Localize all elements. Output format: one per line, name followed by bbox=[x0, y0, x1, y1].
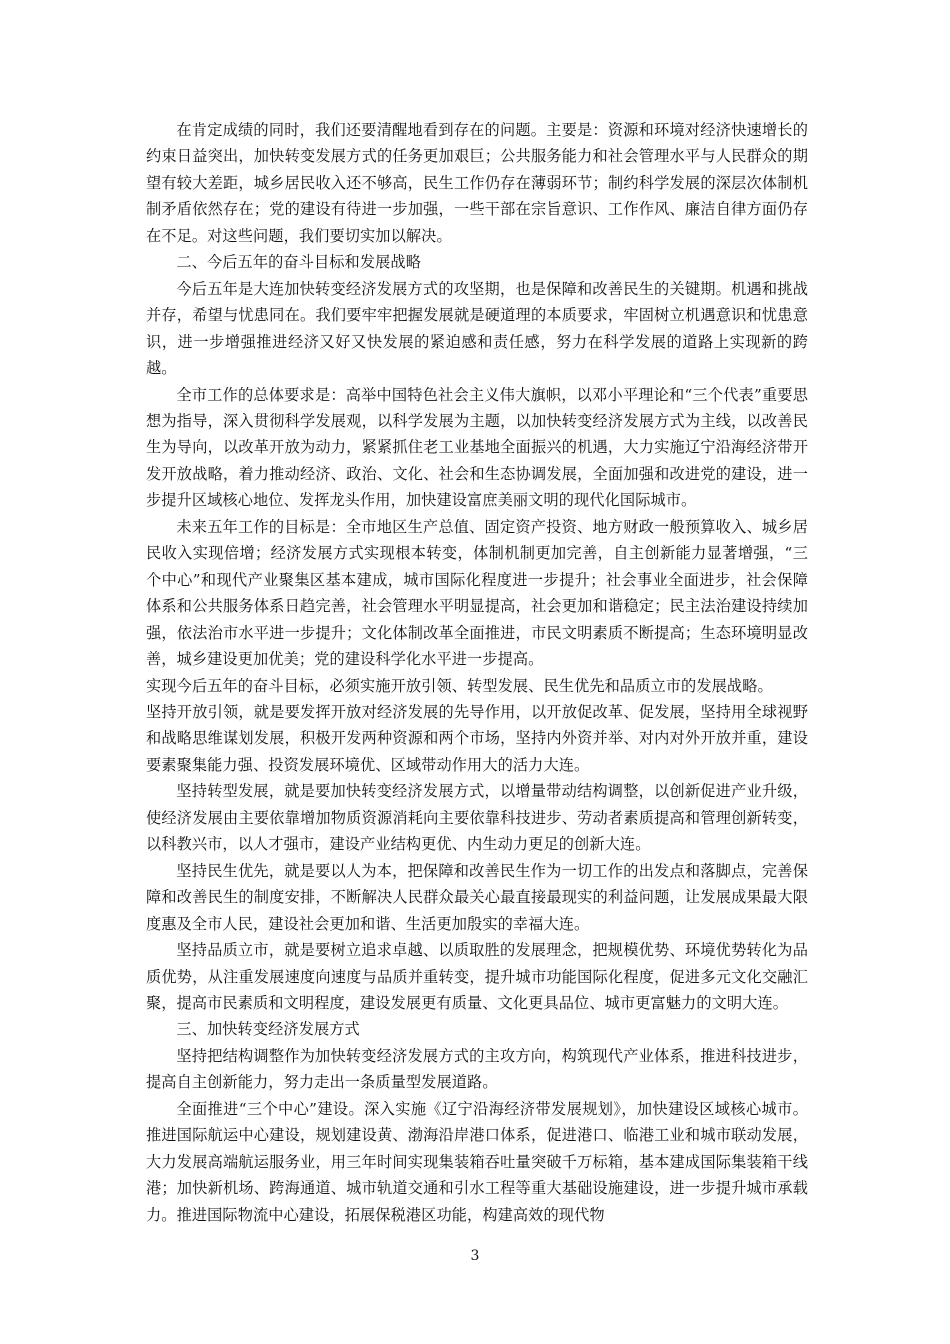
document-body bbox=[146, 117, 808, 1228]
paragraph-structure: 坚持把结构调整作为加快转变经济发展方式的主攻方向，构筑现代产业体系，推进科技进步，提高自主创新能力，努力走出一条质量型发展道路。 bbox=[146, 1046, 808, 1092]
paragraph-livelihood: 坚持民生优先，就是要以人为本，把保障和改善民生作为一切工作的出发点和落脚点，完善保障和改善民生的制度安排，不断解决人民群众最关心最直接最现实的利益问题，让发展成果最大限度惠及全市人民，建设社会更加和谐、生活更加殷实的幸福大连。 bbox=[146, 861, 808, 933]
paragraph-three-centers: 全面推进“三个中心”建设。深入实施《辽宁沿海经济带发展规划》，加快建设区域核心城市。推进国际航运中心建设，规划建设黄、渤海沿岸港口体系，促进港口、临港工业和城市联动发展，大力发展高端航运服务业，用三年时间实现集装箱吞吐量突破千万标箱，基本建成国际集装箱干线港；加快新机场、跨海通道、城市轨道交通和引水工程等重大基础设施建设，进一步提升城市承载力。推进国际物流中心建设，拓展保税港区功能，构建高效的现代物 bbox=[146, 1099, 808, 1224]
paragraph-opening-up: 坚持开放引领，就是要发挥开放对经济发展的先导作用，以开放促改革、促发展，坚持用全球视野和战略思维谋划发展，积极开发两种资源和两个市场，坚持内外资并举、对内对外开放并重，建设要素聚集能力强、投资发展环境优、区域带动作用大的活力大连。 bbox=[146, 702, 808, 774]
paragraph-quality: 坚持品质立市，就是要树立追求卓越、以质取胜的发展理念，把规模优势、环境优势转化为品质优势，从注重发展速度向速度与品质并重转变，提升城市功能国际化程度，促进多元文化交融汇聚，提高市民素质和文明程度，建设发展更有质量、文化更具品位、城市更富魅力的文明大连。 bbox=[146, 941, 808, 1012]
paragraph-strategy-intro: 实现今后五年的奋斗目标，必须实施开放引领、转型发展、民生优先和品质立市的发展战略。 bbox=[146, 676, 773, 695]
paragraph-problems: 在肯定成绩的同时，我们还要清醒地看到存在的问题。主要是：资源和环境对经济快速增长的约束日益突出，加快转变发展方式的任务更加艰巨；公共服务能力和社会管理水平与人民群众的期望有较大差距，城乡居民收入还不够高，民生工作仍存在薄弱环节；制约科学发展的深层次体制机制矛盾依然存在；党的建设有待进一步加强，一些干部在宗旨意识、工作作风、廉洁自律方面仍存在不足。对这些问题，我们要切实加以解决。 bbox=[146, 121, 808, 245]
page-number: 3 bbox=[470, 1248, 480, 1264]
section-heading-2: 二、今后五年的奋斗目标和发展战略 bbox=[176, 253, 421, 272]
paragraph-five-years: 今后五年是大连加快转变经济发展方式的攻坚期，也是保障和改善民生的关键期。机遇和挑战并存，希望与忧患同在。我们要牢牢把握发展就是硬道理的本质要求，牢固树立机遇意识和忧患意识，进一步增强推进经济又好又快发展的紧迫感和责任感，努力在科学发展的道路上实现新的跨越。 bbox=[146, 279, 808, 378]
paragraph-goals: 未来五年工作的目标是：全市地区生产总值、固定资产投资、地方财政一般预算收入、城乡居民收入实现倍增；经济发展方式实现根本转变，体制机制更加完善，自主创新能力显著增强，“三个中心”和现代产业聚集区基本建成，城市国际化程度进一步提升；社会事业全面进步，社会保障体系和公共服务体系日趋完善，社会管理水平明显提高，社会更加和谐稳定；民主法治建设持续加强，依法治市水平进一步提升；文化体制改革全面推进，市民文明素质不断提高；生态环境明显改善，城乡建设更加优美；党的建设科学化水平进一步提高。 bbox=[146, 517, 808, 669]
paragraph-transformation: 坚持转型发展，就是要加快转变经济发展方式，以增量带动结构调整，以创新促进产业升级，使经济发展由主要依靠增加物质资源消耗向主要依靠科技进步、劳动者素质提高和管理创新转变，以科教兴市，以人才强市，建设产业结构更优、内生动力更足的创新大连。 bbox=[146, 782, 808, 854]
section-heading-3: 三、加快转变经济发展方式 bbox=[176, 1020, 360, 1039]
paragraph-overall-requirements: 全市工作的总体要求是：高举中国特色社会主义伟大旗帜，以邓小平理论和“三个代表”重要思想为指导，深入贯彻科学发展观，以科学发展为主题，以加快转变经济发展方式为主线，以改善民生为导向，以改革开放为动力，紧紧抓住老工业基地全面振兴的机遇，大力实施辽宁沿海经济带开发开放战略，着力推动经济、政治、文化、社会和生态协调发展，全面加强和改进党的建设，进一步提升区域核心地位、发挥龙头作用，加快建设富庶美丽文明的现代化国际城市。 bbox=[146, 385, 808, 510]
